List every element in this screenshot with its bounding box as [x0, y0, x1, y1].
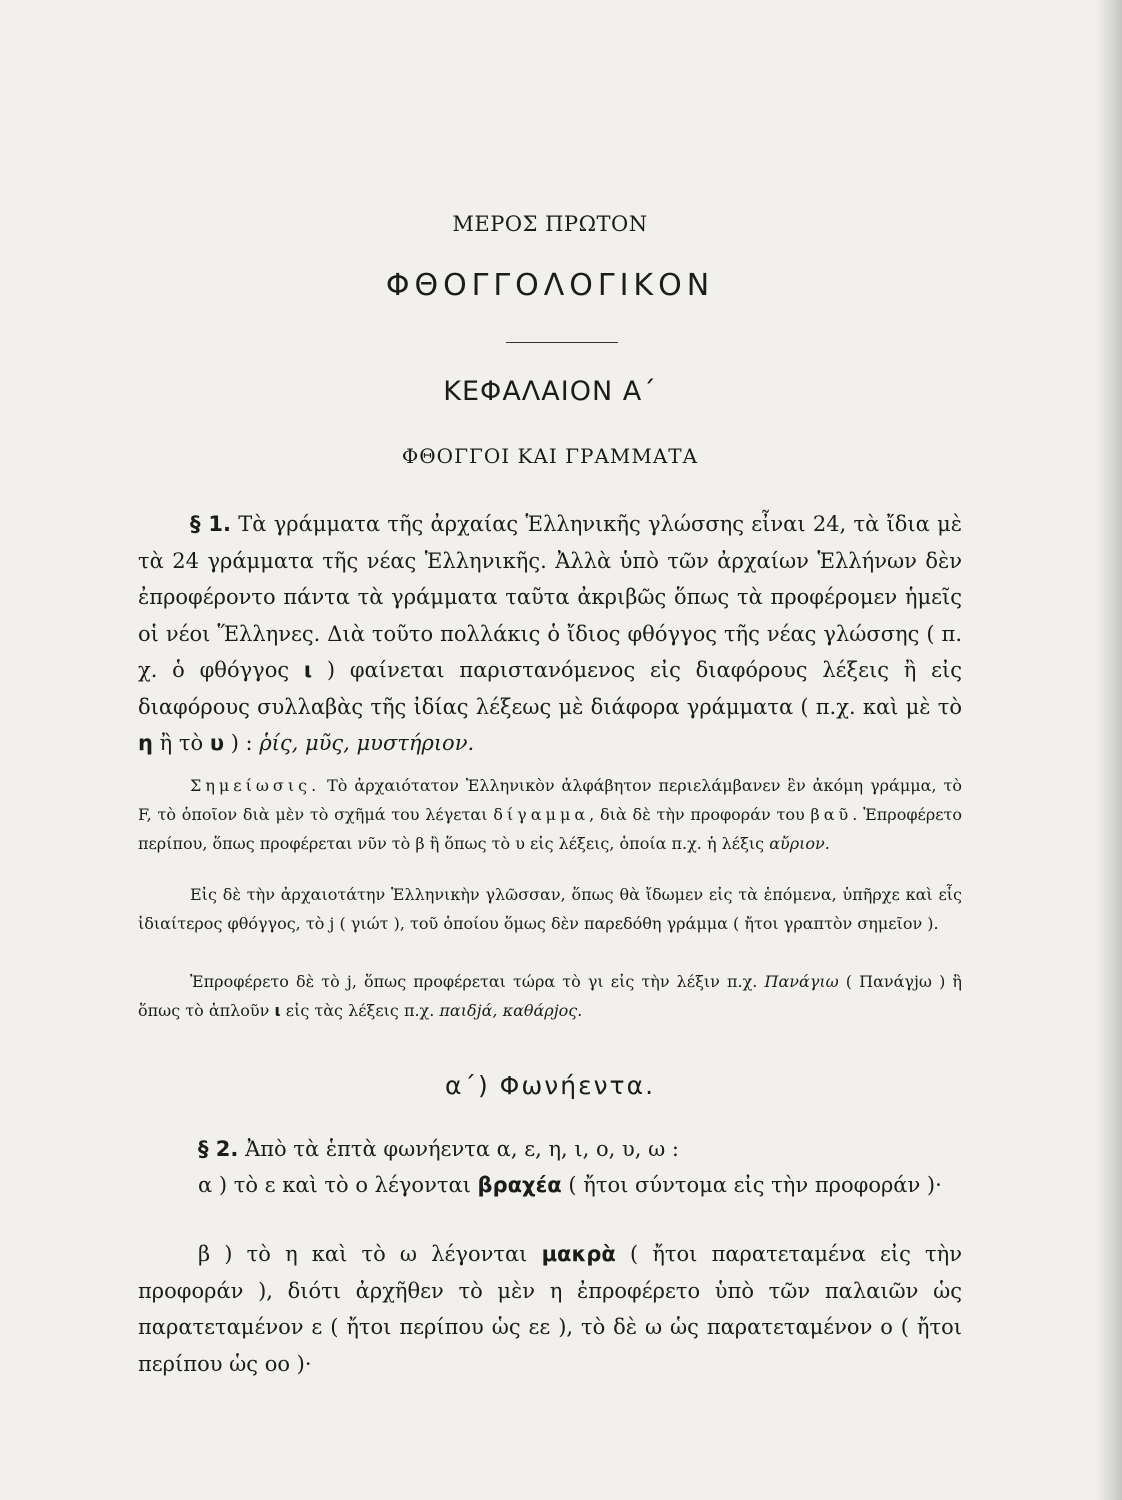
note-text: . Ἐπροφέρετο περίπου, ὅπως προφέρεται νῦν τὸ β ἢ ὅπως τὸ υ εἰς λέξεις, ὁποία π.χ. ἡ λέξις	[138, 805, 962, 853]
example-word: αὔριον.	[769, 834, 830, 853]
note-paragraph	[138, 771, 962, 858]
divider	[506, 342, 618, 343]
bold-letter: η	[138, 731, 153, 755]
page-edge-shadow	[1096, 0, 1122, 1500]
paragraph-text: β ) τὸ η καὶ τὸ ω λέγονται	[198, 1242, 542, 1266]
term: βαῦ	[810, 805, 853, 824]
paragraph-text: ) :	[224, 731, 260, 755]
chapter-title: ΚΕΦΑΛΑΙΟΝ Α΄	[443, 376, 657, 407]
paragraph-2b	[138, 1236, 962, 1382]
note-paragraph: Εἰς δὲ τὴν ἀρχαιοτάτην Ἑλληνικὴν γλῶσσαν, ὅπως θὰ ἴδωμεν εἰς τὰ ἑπόμενα, ὑπῆρχε καὶ εἷς ἰδιαίτερος φθόγγος, τὸ j ( γιώτ ), τοῦ ὁποίου ὅμως δὲν παρεδόθη γράμμα ( ἤτοι γραπτὸν σημεῖον ).	[138, 885, 962, 933]
note-text: εἰς τὰς λέξεις π.χ.	[280, 1001, 440, 1020]
section-number: § 2.	[198, 1137, 239, 1161]
note-text: Ἐπροφέρετο δὲ τὸ j, ὅπως προφέρεται τώρα τὸ γι εἰς τὴν λέξιν π.χ.	[190, 972, 765, 991]
subsection-heading: α΄) Φωνήεντα.	[444, 1071, 656, 1100]
note-text: Τὸ ἀρχαιότατον Ἑλληνικὸν ἀλφάβητον περιελάμβανεν ἓν ἀκόμη γράμμα, τὸ F, τὸ ὁποῖον διὰ μὲν τὸ σχῆμά του λέγεται	[138, 776, 962, 824]
bold-term: βραχέα	[477, 1173, 562, 1197]
paragraph-2	[138, 1131, 962, 1168]
paragraph-text: α ) τὸ ε καὶ τὸ ο λέγονται	[198, 1173, 478, 1197]
note-text: ( Πανάγjω ) ἢ ὅπως τὸ ἁπλοῦν	[138, 972, 963, 1020]
paragraph-text: ) φαίνεται παριστανόμενος εἰς διαφόρους λέξεις ἢ εἰς διαφόρους συλλαβὰς τῆς ἰδίας λέξεως μὲ διάφορα γράμματα ( π.χ. καὶ μὲ τὸ	[138, 658, 962, 719]
bold-letter: ι	[274, 1001, 281, 1020]
paragraph-text: ἢ τὸ	[152, 731, 210, 755]
paragraph-1	[138, 506, 962, 762]
example-words: παιδjά, καθάρjος.	[439, 1001, 583, 1020]
section-title: ΦΘΟΓΓΟΛΟΓΙΚΟΝ	[385, 268, 715, 303]
section-number: § 1.	[190, 512, 231, 536]
bold-term: μακρὰ	[541, 1242, 616, 1266]
part-title: ΜΕΡΟΣ ΠΡΩΤΟΝ	[452, 212, 648, 236]
note-label: Σημείωσις.	[190, 776, 321, 795]
bold-letter: υ	[209, 731, 225, 755]
note-text: , διὰ δὲ τὴν προφοράν του	[589, 805, 811, 824]
chapter-subtitle: ΦΘΟΓΓΟΙ ΚΑΙ ΓΡΑΜΜΑΤΑ	[401, 444, 699, 468]
paragraph-text: Ἀπὸ τὰ ἑπτὰ φωνήεντα α, ε, η, ι, ο, υ, ω :	[238, 1137, 679, 1161]
note-paragraph	[138, 967, 962, 1025]
example-words: ῥίς, μῦς, μυστήριον.	[259, 731, 475, 755]
term: δίγαμμα	[493, 805, 590, 824]
paragraph-2a	[138, 1167, 962, 1204]
bold-letter: ι	[303, 658, 313, 682]
paragraph-text: Τὰ γράμματα τῆς ἀρχαίας Ἑλληνικῆς γλώσσης εἶναι 24, τὰ ἴδια μὲ τὰ 24 γράμματα τῆς νέας Ἑλληνικῆς. Ἀλλὰ ὑπὸ τῶν ἀρχαίων Ἑλλήνων δὲν ἐπροφέροντο πάντα τὰ γράμματα ταῦτα ἀκριβῶς ὅπως τὰ προφέρομεν ἡμεῖς οἱ νέοι Ἕλληνες. Διὰ τοῦτο πολλάκις ὁ ἴδιος φθόγγος τῆς νέας γλώσσης ( π. χ. ὁ φθόγγος	[138, 512, 963, 682]
paragraph-text: ( ἤτοι παρατεταμένα εἰς τὴν προφοράν ), διότι ἀρχῆθεν τὸ μὲν η ἐπροφέρετο ὑπὸ τῶν παλαιῶν ὡς παρατεταμένον ε ( ἤτοι περίπου ὡς εε ), τὸ δὲ ω ὡς παρατεταμένον ο ( ἤτοι περίπου ὡς οο )·	[138, 1242, 963, 1376]
example-word: Πανάγιω	[764, 972, 839, 991]
paragraph-text: ( ἤτοι σύντομα εἰς τὴν προφοράν )·	[561, 1173, 942, 1197]
